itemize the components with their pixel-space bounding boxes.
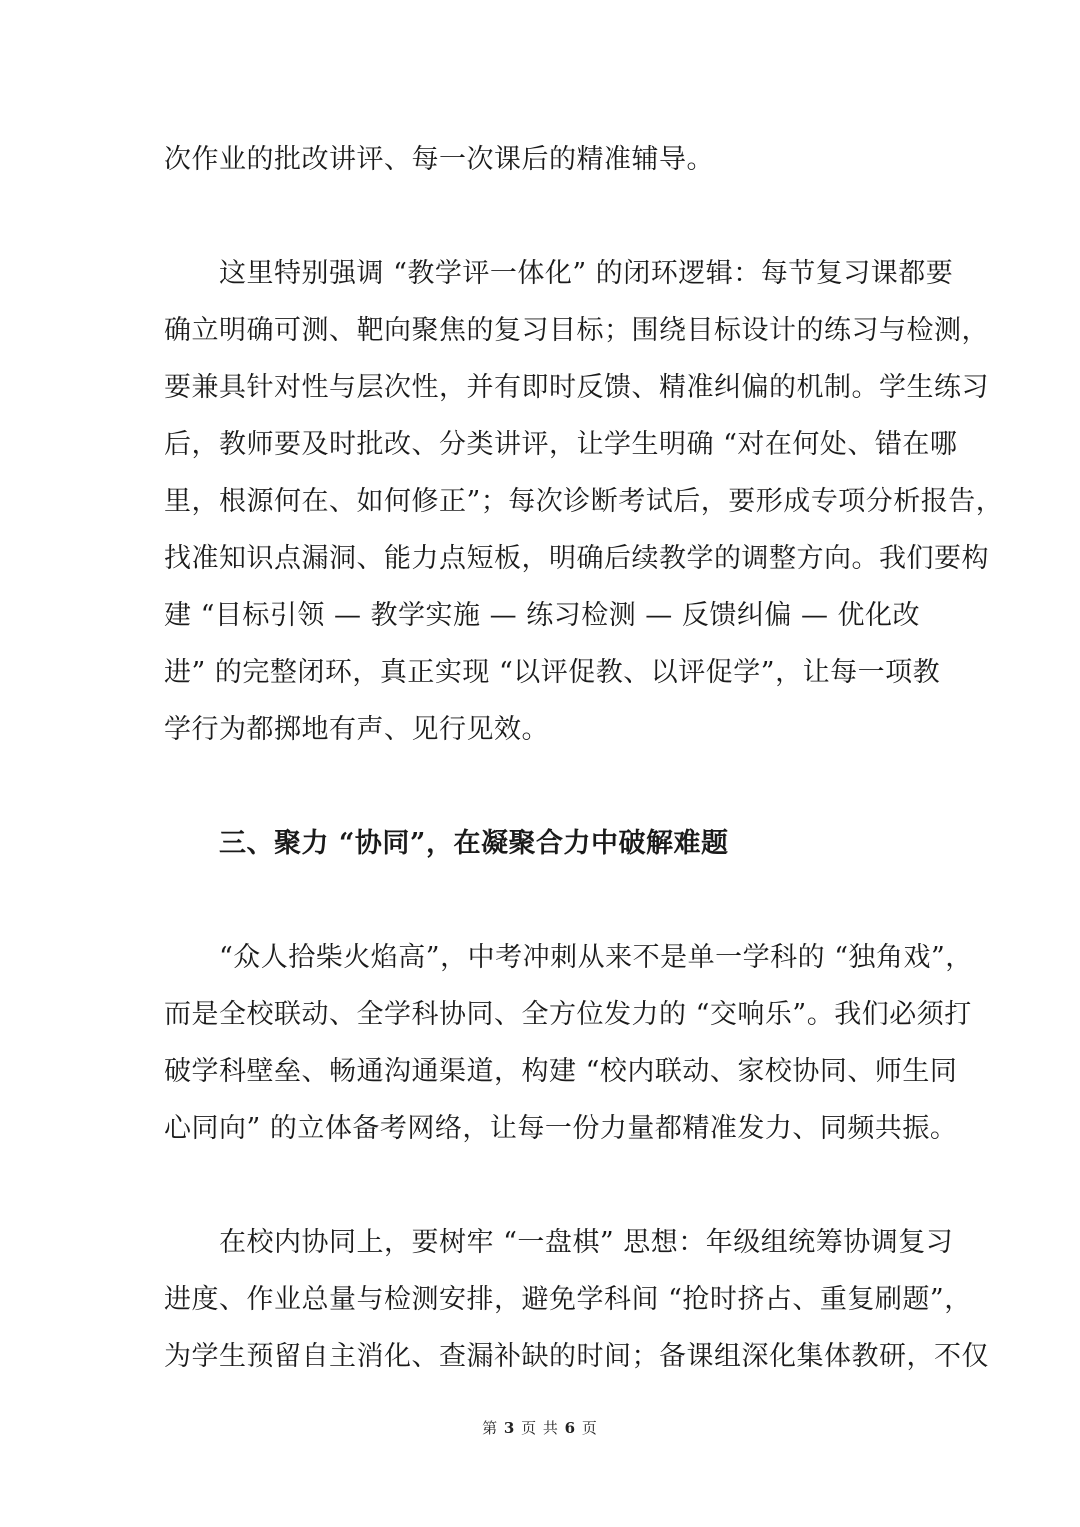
paragraph-2-line-3: 要兼具针对性与层次性，并有即时反馈、精准纠偏的机制。学生练习 [164,372,989,403]
paragraph-3-line-1: “众人拾柴火焰高”，中考冲刺从来不是单一学科的 “独角戏”， [164,942,973,973]
paragraph-2-line-2: 确立明确可测、靶向聚焦的复习目标；围绕目标设计的练习与检测， [164,315,989,346]
footer-middle: 页 共 [521,1419,559,1437]
footer-suffix: 页 [581,1419,598,1437]
paragraph-4-line-2: 进度、作业总量与检测安排，避免学科间 “抢时挤占、重复刷题”， [164,1284,972,1315]
paragraph-3-line-3: 破学科壁垒、畅通沟通渠道，构建 “校内联动、家校协同、师生同 [164,1056,958,1087]
page-footer [0,1418,1080,1438]
section-heading-3: 三、聚力 “协同”，在凝聚合力中破解难题 [164,828,729,859]
footer-current-page: 3 [503,1419,516,1437]
paragraph-2-line-1: 这里特别强调 “教学评一体化” 的闭环逻辑：每节复习课都要 [164,258,954,289]
paragraph-4-line-1: 在校内协同上，要树牢 “一盘棋” 思想：年级组统筹协调复习 [164,1227,954,1258]
paragraph-3-line-2: 而是全校联动、全学科协同、全方位发力的 “交响乐”。我们必须打 [164,999,972,1030]
paragraph-2-line-7: 建 “目标引领 — 教学实施 — 练习检测 — 反馈纠偏 — 优化改 [164,600,921,631]
paragraph-2-line-4: 后，教师要及时批改、分类讲评，让学生明确 “对在何处、错在哪 [164,429,958,460]
paragraph-2-line-8: 进” 的完整闭环，真正实现 “以评促教、以评促学”，让每一项教 [164,657,941,688]
paragraph-2-line-9: 学行为都掷地有声、见行见效。 [164,714,549,745]
paragraph-2-line-6: 找准知识点漏洞、能力点短板，明确后续教学的调整方向。我们要构 [164,543,989,574]
footer-total-pages: 6 [564,1419,577,1437]
paragraph-1-line-1: 次作业的批改讲评、每一次课后的精准辅导。 [164,144,714,175]
paragraph-3-line-4: 心同向” 的立体备考网络，让每一份力量都精准发力、同频共振。 [164,1113,958,1144]
paragraph-2-line-5: 里，根源何在、如何修正”；每次诊断考试后，要形成专项分析报告， [164,486,1004,517]
paragraph-4-line-3: 为学生预留自主消化、查漏补缺的时间；备课组深化集体教研，不仅 [164,1341,989,1372]
footer-prefix: 第 [482,1419,499,1437]
